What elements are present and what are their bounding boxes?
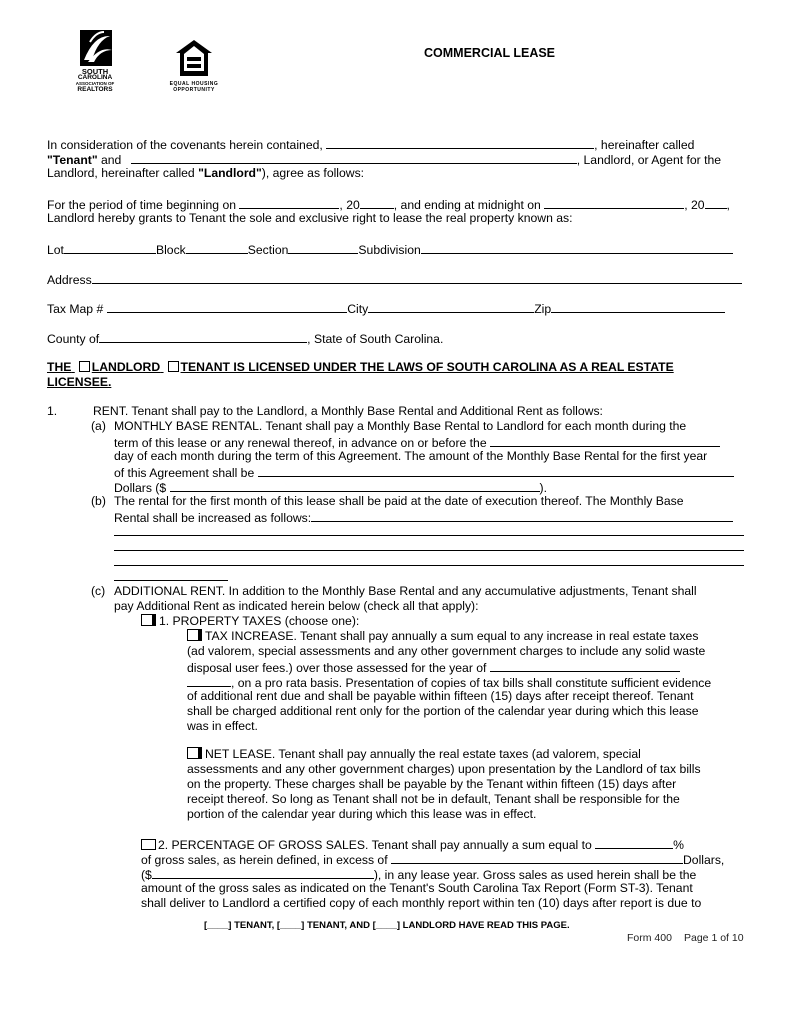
period-text: Landlord hereby grants to Tenant the sole and exclusive right to lease the real property known as: [47,211,573,225]
zip-label: Zip [534,302,552,316]
license-text: TENANT IS LICENSED UNDER THE LAWS OF SOUTH CAROLINA AS A REAL ESTATE [180,360,674,374]
base-rental-dollars-field[interactable] [170,479,540,492]
rent-increase-line[interactable] [114,580,228,581]
percentage-field[interactable] [595,836,673,849]
block-field[interactable] [186,241,248,254]
tenant-name-field[interactable] [326,136,594,149]
sales-threshold-dollars-field[interactable] [152,866,374,879]
rent-text: amount of the gross sales as indicated on the Tenant's South Carolina Tax Report (Form ST-3). Tenant [141,881,693,895]
eho-line: EQUAL HOUSING [169,81,219,87]
logo-line: SOUTH [81,67,109,76]
lot-field[interactable] [64,241,156,254]
taxmap-label: Tax Map # [47,302,104,316]
tax-base-year-field[interactable] [490,659,680,672]
zip-field[interactable] [551,300,725,313]
rent-text: 1. PROPERTY TAXES (choose one): [159,614,360,628]
taxmap-field[interactable] [107,300,347,313]
rent-heading: RENT. Tenant shall pay to the Landlord, a Monthly Base Rental and Additional Rent as follows: [93,404,603,418]
rent-text: The rental for the first month of this lease shall be paid at the date of execution thereof. The Monthly Base [114,494,684,508]
lot-label: Lot [47,243,64,257]
logo-line: CAROLINA [77,74,113,81]
rent-text: receipt thereof. So long as Tenant shall not be in default, Tenant shall be responsible for the [187,792,680,806]
landlord-term: "Landlord" [198,166,262,180]
rent-text: ), in any lease year. Gross sales as used herein shall be the [373,868,697,882]
tax-base-year-field-2[interactable] [187,674,231,687]
rent-text: , on a pro rata basis. Presentation of copies of tax bills shall constitute sufficient evidence [231,676,712,690]
tenant-licensee-checkbox[interactable] [168,361,179,372]
rent-increase-line[interactable] [114,565,744,566]
item-label: (a) [91,419,106,433]
intro-text: and [97,153,122,167]
rent-text: Dollars ($ [114,481,167,495]
rent-text: shall be charged additional rent only for the portion of the calendar year during which this lease [187,704,699,718]
rent-text: 2. PERCENTAGE OF GROSS SALES. Tenant shall pay annually a sum equal to [158,838,592,852]
item-label: (b) [91,494,106,508]
period-text: , 20 [339,198,360,212]
intro-text: ), agree as follows: [261,166,365,180]
section-field[interactable] [288,241,358,254]
end-date-field[interactable] [544,196,684,209]
rent-text: (ad valorem, special assessments and any other government charges to include any solid waste [187,644,706,658]
base-rental-amount-field[interactable] [258,464,734,477]
rent-text: of additional rent due and shall be payable within fifteen (15) days after receipt thereof. Tenant [187,689,694,703]
equal-housing-logo [163,38,225,96]
due-day-field[interactable] [490,434,720,447]
tenant-term: "Tenant" [47,153,98,167]
rent-text: Rental shall be increased as follows: [114,511,312,525]
address-field[interactable] [92,271,742,284]
rent-text: term of this lease or any renewal thereof, in advance on or before the [114,436,487,450]
rent-text: ADDITIONAL RENT. In addition to the Monthly Base Rental and any accumulative adjustments, Tenant shall [114,584,697,598]
rent-text: ). [539,481,547,495]
subdivision-label: Subdivision [358,243,421,257]
rent-text: on the property. These charges shall be payable by the Tenant within fifteen (15) days after [187,777,677,791]
period-text: , 20 [684,198,705,212]
state-text: , State of South Carolina. [307,332,444,346]
subdivision-field[interactable] [421,241,733,254]
property-taxes-checkbox[interactable] [141,614,156,626]
rent-text: was in effect. [187,719,258,733]
city-field[interactable] [368,300,534,313]
section-number: 1. [47,404,58,418]
intro-text: , Landlord, or Agent for the [576,153,722,167]
rent-text: ($ [141,868,152,882]
rent-increase-line[interactable] [114,550,744,551]
city-label: City [347,302,369,316]
period-text: , [726,198,730,212]
landlord-licensee-checkbox[interactable] [79,361,90,372]
rent-text: pay Additional Rent as indicated herein below (check all that apply): [114,599,479,613]
rent-text: MONTHLY BASE RENTAL. Tenant shall pay a Monthly Base Rental to Landlord for each month during the [114,419,687,433]
item-label: (c) [91,584,106,598]
tax-increase-checkbox[interactable] [187,629,202,641]
net-lease-checkbox[interactable] [187,747,202,759]
form-number: Form 400 [627,932,672,944]
license-text: THE [47,360,72,374]
rent-text: day of each month during the term of this Agreement. The amount of the Monthly Base Rental for the first year [114,449,708,463]
rent-text: disposal user fees.) over those assessed for the year of [187,661,487,675]
logo-line: ASSOCIATION OF [75,81,115,86]
page-number: Page 1 of 10 [684,932,744,944]
rent-text: of this Agreement shall be [114,466,255,480]
license-text: LANDLORD [91,360,161,374]
begin-year-field[interactable] [360,196,394,209]
begin-date-field[interactable] [239,196,339,209]
sales-threshold-field[interactable] [391,851,683,864]
landlord-name-field[interactable] [131,151,577,164]
county-field[interactable] [99,330,307,343]
section-label: Section [247,243,289,257]
end-year-field[interactable] [705,196,727,209]
period-text: , and ending at midnight on [393,198,541,212]
realtors-logo [74,30,116,94]
period-text: For the period of time beginning on [47,198,237,212]
percentage-sales-checkbox[interactable] [141,839,156,850]
initials-line[interactable]: [____] TENANT, [____] TENANT, AND [____] LANDLORD HAVE READ THIS PAGE. [204,920,570,931]
license-text: LICENSEE. [47,375,112,389]
rent-increase-line[interactable] [114,535,744,536]
block-label: Block [155,243,186,257]
county-label: County of [47,332,100,346]
rent-text: portion of the calendar year during which this lease was in effect. [187,807,537,821]
rent-text: shall deliver to Landlord a certified copy of each monthly report within ten (10) days after report is due to [141,896,702,910]
palmetto-icon [74,30,116,68]
logo-line: REALTORS [77,86,113,93]
document-title: COMMERCIAL LEASE [424,46,556,60]
rent-text: of gross sales, as herein defined, in excess of [141,853,388,867]
equal-housing-icon [174,38,214,78]
address-label: Address [47,273,92,287]
eho-line: OPPORTUNITY [173,87,215,93]
intro-text: In consideration of the covenants herein contained, [47,138,323,152]
rent-text: TAX INCREASE. Tenant shall pay annually a sum equal to any increase in real estate taxes [205,629,699,643]
rent-text: Dollars, [683,853,725,867]
rent-text: % [673,838,684,852]
rent-increase-field[interactable] [311,509,733,522]
rent-text: assessments and any other government charges) upon presentation by the Landlord of tax bills [187,762,701,776]
rent-text: NET LEASE. Tenant shall pay annually the real estate taxes (ad valorem, special [205,747,641,761]
intro-text: , hereinafter called [594,138,695,152]
intro-text: Landlord, hereinafter called [47,166,199,180]
